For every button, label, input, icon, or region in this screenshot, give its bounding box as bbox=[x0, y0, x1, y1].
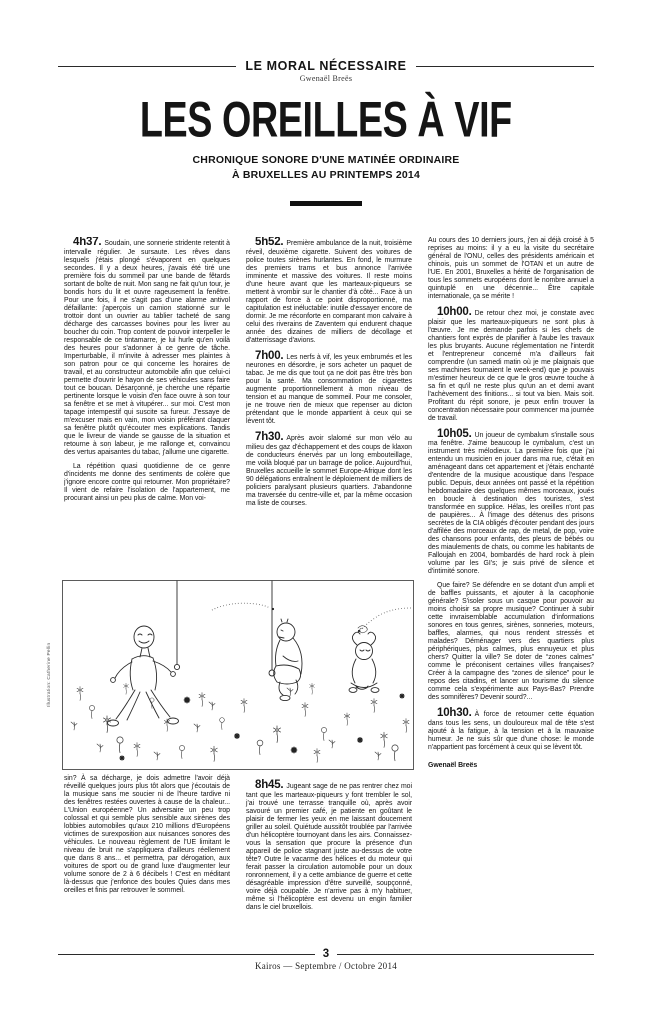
page-title-text: LES OREILLES À VIF bbox=[140, 90, 512, 148]
footer-rule-left bbox=[58, 954, 315, 955]
paragraph: Au cours des 10 derniers jours, j'en ai déjà croisé à 5 reprises au moins: il y a eu la visite du secrétaire général de l'ONU, celles des présidents américain et chinois, puis un sommet de l'OTAN et un autre de l'UE. En 2001, Bruxelles a hérité de l'organisation de tous les sommets européens dont le nombre annuel a quintuplé en une décennie... Être capitale internationale, ça se mérite ! bbox=[428, 237, 594, 300]
article-subtitle bbox=[0, 153, 652, 183]
author-byline: Gwenaël Breës bbox=[299, 74, 353, 83]
flower-field-drawing bbox=[62, 580, 414, 770]
text-column-2-bottom bbox=[246, 780, 412, 918]
paragraph: La répétition quasi quotidienne de ce genre d'incidents me donne des sentiments de colère que j'ignore encore contre qui retourner. Mon propriétaire? Il vient de refaire l'isolation de l'appartement, me procurant ainsi un peu plus de calme. Mon voi- bbox=[64, 462, 230, 502]
author-signature: Gwenaël Breës bbox=[428, 761, 478, 769]
time-marker: 5h52. bbox=[255, 237, 284, 248]
timed-paragraph: 10h00. De retour chez moi, je constate avec plaisir que les marteaux-piqueurs ne sont plus à l'œuvre. Je me demande parfois si les chefs de chantiers font exprès de planifier à l'aube les travaux les plus bruyants. Aucune réglementation ne l'interdit et l'entrepreneur concerné m'a d'ailleurs fait comprendre (un samedi matin où je me plaignais que ses machines tournaient le week-end) que je pouvais m'estimer heureux de ce que le gros œuvre touche à sa fin et qu'il ne reste plus qu'un an et demi avant l'achèvement des finitions... si tout va bien. Mais soit. Profitant du répit sonore, je peux enfin trouver la concentration nécessaire pour commencer ma journée de travail. bbox=[428, 306, 594, 422]
time-marker: 4h37. bbox=[73, 237, 102, 248]
page-number: 3 bbox=[322, 948, 330, 960]
time-marker: 7h00. bbox=[255, 349, 284, 362]
time-marker: 10h00. bbox=[437, 306, 472, 318]
rubric-rule-left bbox=[58, 66, 236, 67]
footer-rule-right bbox=[337, 954, 594, 955]
rubric-row bbox=[58, 59, 594, 73]
timed-paragraph: 5h52. Première ambulance de la nuit, troisième réveil, deuxième cigarette. Suivent des voitures de police toutes sirènes hurlantes. En fond, le murmure des premiers trams et bus annonce l'arrivée imminente et massive des voitures. Il reste moins d'une heure avant que les marteaux-piqueurs se mettent à vrombir sur le chantier d'à côté... Face à un rapport de force à ce point disproportionné, ma capitulation est inéluctable: inutile d'essayer encore de dormir. Je me réconforte en comparant mon calvaire à celui des riverains de Zaventem qui endurent chaque année des dizaines de milliers de décollage et d'atterrissage d'avions. bbox=[246, 237, 412, 344]
timed-paragraph: 7h30. Après avoir slalomé sur mon vélo au milieu des gaz d'échappement et des coups de klaxon de conducteurs énervés par un long embouteillage, me voilà bloqué par un barrage de police. Aujourd'hui, Bruxelles accueille le sommet Europe-Afrique dont les 90 délégations entraînent le déploiement de milliers de policiers paralysant plusieurs quartiers. J'abandonne ma traversée du centre-ville et, par la même occasion ma liste de courses. bbox=[246, 431, 412, 507]
time-marker: 8h45. bbox=[255, 779, 284, 791]
paragraph: Que faire? Se défendre en se dotant d'un ampli et de baffles puissants, et ajouter à la cacophonie générale? S'isoler sous un casque pour pouvoir au moins choisir sa propre musique? Continuer à subir cette invraisemblable accumulation d'informations sonores en tous genres, sirènes, sonneries, moteurs, baffles, alarmes, qui nous rendent stressés et malades? Déménager vers des quartiers plus périphériques, plus calmes, plus ennuyeux et plus chers? Quitter la ville? Se doter de “zones calmes” comme le préconisent certaines villes françaises? Créer à la campagne des “zones de silence” pour le repos des citadins, et lancer un tourisme du silence comme cela s'expérimente aux Pays-Bas? Prendre des somnifères? Devenir sourd?... bbox=[428, 582, 594, 701]
page-title bbox=[0, 92, 652, 146]
title-divider-bar bbox=[290, 201, 362, 206]
field-illustration bbox=[62, 580, 414, 770]
time-marker: 7h30. bbox=[255, 431, 284, 443]
timed-paragraph: 7h00. Les nerfs à vif, les yeux embrumés et les neurones en désordre, je sors acheter un paquet de tabac. Je me dis que tout ça ne doit pas être très bon pour la santé. Ma consommation de cigarettes augmente proportionnellement à mon niveau de tension et au manque de sommeil. Pour me consoler, je ne trouve rien de mieux que repenser au dicton prétendant que le monde appartient à ceux qui se lèvent tôt. bbox=[246, 349, 412, 425]
rubric-rule-right bbox=[416, 66, 594, 67]
text-column-1-top bbox=[64, 237, 230, 578]
subtitle-line-1: CHRONIQUE SONORE D'UNE MATINÉE ORDINAIRE bbox=[192, 154, 460, 166]
timed-paragraph: 10h05. Un joueur de cymbalum s'installe sous ma fenêtre. J'aime beaucoup le cymbalum, c'est un instrument très mélodieux. La première fois que j'ai entendu un musicien en jouer dans ma rue, c'était en aménageant dans cet appartement et j'étais enchanté d'entendre de la musique acoustique dans l'espace public. Depuis, deux années ont passé et la répétition hebdomadaire des quelques mêmes morceaux, joués en boucle à destination des touristes, s'est transformée en supplice. Hélas, les oreilles n'ont pas de paupières... À l'image des détenus des prisons secrètes de la CIA obligés d'écouter pendant des jours d'affilée des morceaux de rap, de metal, de pop, voire des chansons pour enfants, des pleurs de bébés ou des miaulements de chats, ou comme les habitants de Falloujah en 2004, bombardés de hard rock à plein volume par les GI's; je suis privé de silence et d'intimité sonore. bbox=[428, 427, 594, 575]
time-marker: 10h30. bbox=[437, 707, 472, 719]
text-column-1-bottom bbox=[64, 775, 230, 901]
text-column-3 bbox=[428, 237, 594, 776]
timed-paragraph: 8h45. Jugeant sage de ne pas rentrer chez moi tant que les marteaux-piqueurs y font trembler le sol, j'ai trouvé une terrasse tranquille où, après avoir savouré un premier café, je patiente en goûtant le plaisir de fermer les yeux en me laissant doucement griller au soleil. Quiétude aussitôt troublée par l'arrivée d'un hélicoptère tournoyant dans les airs. Connaissez-vous la sensation que procure la présence d'un appareil de police stagnant juste au-dessus de votre tête? Outre le vacarme des hélices et du moteur qui ferait passer la circulation automobile pour un doux ronronnement, il y a cette ambiance de guerre et cette désagréable impression d'être surveillé, soupçonné, voire déjà coupable. Je n'arrive pas à m'y habituer, même si l'hélicoptère est devenu un engin familier dans le ciel bruxellois. bbox=[246, 779, 412, 911]
journal-issue-line: Kairos — Septembre / Octobre 2014 bbox=[254, 961, 398, 971]
rubric-title: LE MORAL NÉCESSAIRE bbox=[245, 59, 407, 73]
subtitle-line-2: À BRUXELLES AU PRINTEMPS 2014 bbox=[231, 169, 421, 182]
time-marker: 10h05. bbox=[437, 427, 472, 440]
page-footer bbox=[0, 944, 652, 1024]
timed-paragraph: 10h30. À force de retourner cette équation dans tous les sens, un douloureux mal de tête s'est ajouté à la fatigue, à la tension et à la mauvaise humeur. Je ne suis sûr que d'une chose: le monde n'appartient pas forcément à ceux qui se lèvent tôt. bbox=[428, 707, 594, 751]
text-column-2-top bbox=[246, 237, 412, 578]
page-number-row bbox=[58, 948, 594, 960]
illustration-credit: Illustration: Catherine Pellin bbox=[47, 642, 52, 708]
paragraph: sin? À sa décharge, je dois admettre l'avoir déjà réveillé quelques jours plus tôt alors que j'écoutais de la musique sans me soucier ni de l'heure tardive ni des fenêtres restées ouvertes à cause de la chaleur... L'Union européenne? Un adversaire un peu trop colossal et qui semble plus sensible aux sirènes des lobbies automobiles qu'aux 210 millions d'Européens victimes de surexposition aux nuisances sonores des véhicules. Le nouveau règlement de l'UE limitant le niveau de bruit ne s'appliquera d'ailleurs réellement que dans 8 ans... et permettra, par dérogation, aux voitures de sport ou de grand luxe d'augmenter leur volume sonore de 2 à 6 décibels ! C'est en méditant là-dessus que j'enfonce des boules Quies dans mes oreilles et finis par retrouver le sommeil. bbox=[64, 775, 230, 894]
timed-paragraph: 4h37. Soudain, une sonnerie stridente retentit à intervalle régulier. Je sursaute. Les rêves dans lesquels j'étais plongé s'évaporent en quelques secondes. Il y a deux heures, j'avais été tiré une première fois du sommeil par une bande de fêtards sortant de boîte de nuit. Mon sang ne fait qu'un tour, je bondis hors du lit et ouvre rageusement la fenêtre. Pour une fois, il ne s'agit pas d'une alarme antivol défaillante: j'aperçois un camion stationné sur le trottoir dont un ouvrier au tablier tacheté de sang décharge des carcasses bovines pour les livrer au boucher du coin. Trop content de pouvoir interpeller le responsable de ce tintamarre, je lui hurle qu'en voilà des heures pour s'adonner à ce genre de tâche. Imperturbable, il m'invite à adresser mes plaintes à son patron pour ce qui concerne les horaires de travail, et au constructeur automobile afin que celui-ci permette d'ouvrir le hayon de ses véhicules sans faire tout ce boucan. Désarçonné, je cherche une répartie pertinente lorsque le voisin d'en face ouvre à son tour sa fenêtre et se met à vitupérer... sur moi. C'est mon tapage intempestif qui suscite sa fureur. J'essaye de m'excuser mais en vain, mon voisin préférant claquer sa fenêtre plutôt qu'écouter mes explications. Tandis que le livreur de viande se gausse de la situation et retourne à son labeur, je me rallonge et, convaincu des vertus apaisantes du tabac, j'allume une cigarette. bbox=[64, 237, 230, 456]
